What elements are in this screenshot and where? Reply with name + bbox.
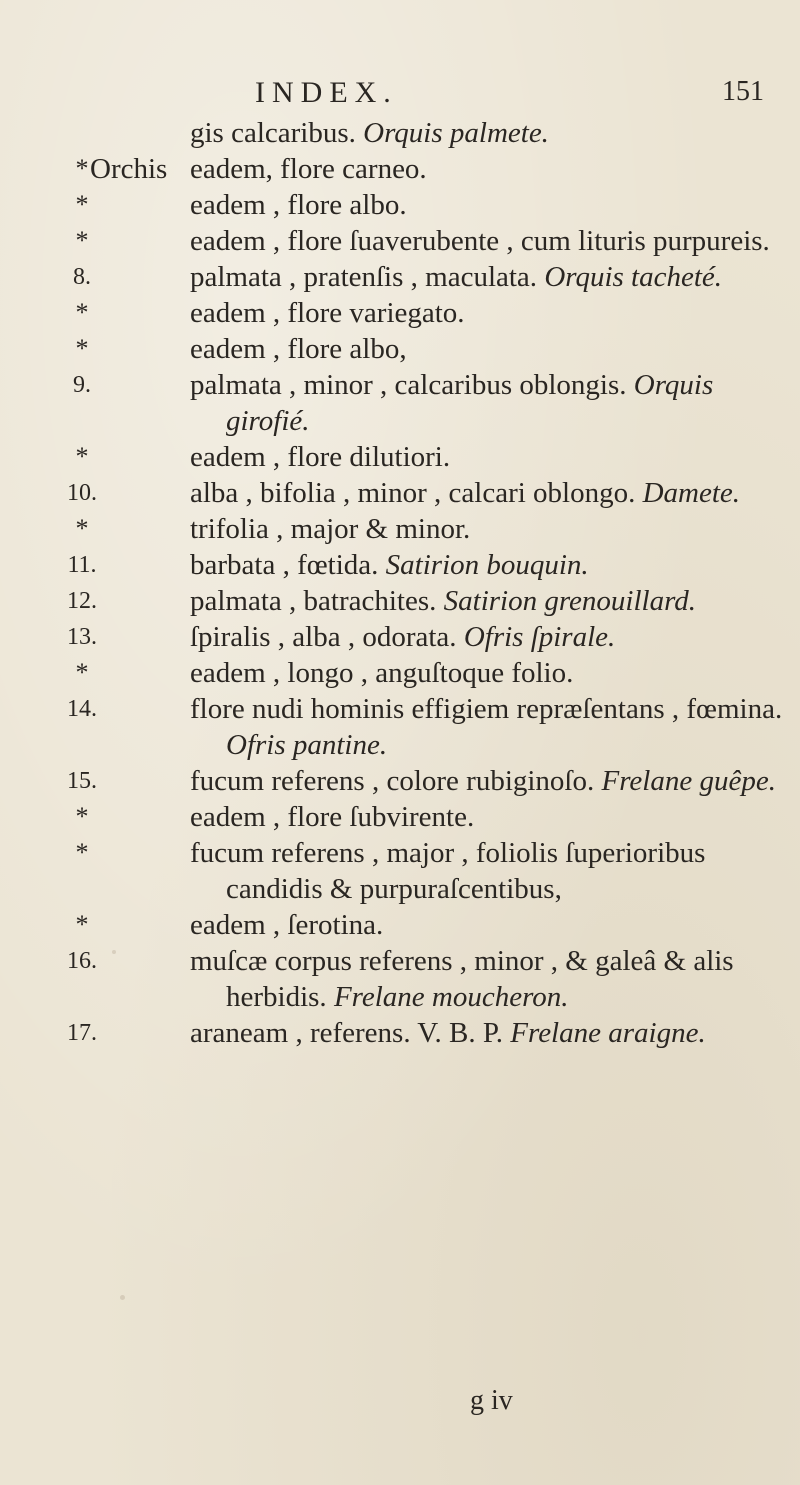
latin-description: eadem , flore ſuaverubente , cum lituris purpureis. <box>190 225 770 257</box>
french-name: Orquis palmete. <box>363 117 549 149</box>
french-name: Frelane moucheron. <box>333 981 569 1013</box>
entry-text <box>190 655 788 691</box>
index-entry <box>0 799 800 835</box>
signature-mark: g iv <box>470 1385 513 1416</box>
ink-spot <box>120 1295 125 1300</box>
index-entry <box>0 223 800 259</box>
index-entry <box>0 511 800 547</box>
entry-number: 16. <box>67 948 97 974</box>
asterisk-marker: * <box>75 910 89 939</box>
asterisk-marker: * <box>75 298 89 327</box>
french-name: Frelane araigne. <box>510 1017 706 1049</box>
latin-description: fucum referens , colore rubiginoſo. <box>190 765 595 797</box>
entry-text <box>190 439 788 475</box>
asterisk-marker: * <box>75 442 89 471</box>
entry-text <box>190 583 788 619</box>
french-name: Orquis tacheté. <box>544 261 723 293</box>
index-entry <box>0 907 800 943</box>
index-entry <box>0 1015 800 1051</box>
latin-description: gis calcaribus. <box>190 117 356 149</box>
asterisk-marker: * <box>75 154 89 183</box>
latin-description: ſpiralis , alba , odorata. <box>190 621 457 653</box>
latin-description: eadem, flore carneo. <box>190 153 427 185</box>
latin-description: barbata , fœtida. <box>190 549 379 581</box>
entry-text <box>190 151 788 187</box>
index-entry <box>0 583 800 619</box>
latin-description: trifolia , major & minor. <box>190 513 471 545</box>
asterisk-marker: * <box>75 226 89 255</box>
entry-text <box>190 943 788 1015</box>
asterisk-marker: * <box>75 838 89 867</box>
french-name: Orquis girofié. <box>226 369 714 437</box>
entry-number: 8. <box>73 264 91 290</box>
entry-number: 10. <box>67 480 97 506</box>
asterisk-marker: * <box>75 190 89 219</box>
entry-text <box>190 835 788 907</box>
entry-text <box>190 331 788 367</box>
index-entry <box>0 115 800 151</box>
index-entry <box>0 295 800 331</box>
entry-number: 12. <box>67 588 97 614</box>
french-name: Ofris pantine. <box>226 729 388 761</box>
french-name: Damete. <box>642 477 741 509</box>
asterisk-marker: * <box>75 334 89 363</box>
index-entry <box>0 475 800 511</box>
index-entry <box>0 619 800 655</box>
index-entry <box>0 151 800 187</box>
index-entry <box>0 763 800 799</box>
asterisk-marker: * <box>75 514 89 543</box>
latin-description: eadem , flore ſubvirente. <box>190 801 475 833</box>
entry-text <box>190 223 788 259</box>
index-entry <box>0 187 800 223</box>
page-header: INDEX. <box>255 76 398 109</box>
entry-number: 9. <box>73 372 91 398</box>
index-entry <box>0 331 800 367</box>
entry-text <box>190 115 788 151</box>
french-name: Frelane guêpe. <box>601 765 776 797</box>
entry-text <box>190 1015 788 1051</box>
latin-description: flore nudi hominis effigiem repræſentans , fœmina. <box>190 693 783 725</box>
latin-description: muſcæ corpus referens , minor , & galeâ & alis herbidis. <box>190 945 734 1013</box>
entry-number: 17. <box>67 1020 97 1046</box>
latin-description: eadem , longo , anguſtoque folio. <box>190 657 574 689</box>
entry-text <box>190 691 788 763</box>
latin-description: palmata , minor , calcaribus oblongis. <box>190 369 627 401</box>
french-name: Satirion bouquin. <box>385 549 589 581</box>
entry-text <box>190 619 788 655</box>
latin-description: eadem , flore albo. <box>190 189 407 221</box>
latin-description: alba , bifolia , minor , calcari oblongo. <box>190 477 636 509</box>
index-entry <box>0 655 800 691</box>
entry-text <box>190 259 788 295</box>
index-entry <box>0 835 800 907</box>
entry-number: 13. <box>67 624 97 650</box>
french-name: Ofris ſpirale. <box>463 621 616 653</box>
entry-text <box>190 511 788 547</box>
entry-text <box>190 907 788 943</box>
asterisk-marker: * <box>75 802 89 831</box>
entry-number: 14. <box>67 696 97 722</box>
index-entries <box>0 115 800 1051</box>
index-entry <box>0 943 800 1015</box>
latin-description: fucum referens , major , foliolis ſuperioribus candidis & purpuraſcentibus, <box>190 837 706 905</box>
entry-text <box>190 295 788 331</box>
latin-description: eadem , flore albo, <box>190 333 407 365</box>
latin-description: eadem , flore variegato. <box>190 297 465 329</box>
latin-description: eadem , ſerotina. <box>190 909 384 941</box>
entry-text <box>190 763 788 799</box>
index-entry <box>0 259 800 295</box>
entry-text <box>190 547 788 583</box>
entry-text <box>190 799 788 835</box>
index-entry <box>0 439 800 475</box>
index-entry <box>0 367 800 439</box>
entry-text <box>190 475 788 511</box>
latin-description: palmata , pratenſis , maculata. <box>190 261 538 293</box>
latin-description: araneam , referens. V. B. P. <box>190 1017 504 1049</box>
genus-name: Orchis <box>90 153 168 185</box>
entry-text <box>190 187 788 223</box>
french-name: Satirion grenouillard. <box>443 585 697 617</box>
latin-description: eadem , flore dilutiori. <box>190 441 451 473</box>
index-entry <box>0 547 800 583</box>
entry-number: 15. <box>67 768 97 794</box>
page-number: 151 <box>722 76 764 107</box>
entry-text <box>190 367 788 439</box>
asterisk-marker: * <box>75 658 89 687</box>
entry-number: 11. <box>67 552 97 578</box>
index-entry <box>0 691 800 763</box>
latin-description: palmata , batrachites. <box>190 585 437 617</box>
